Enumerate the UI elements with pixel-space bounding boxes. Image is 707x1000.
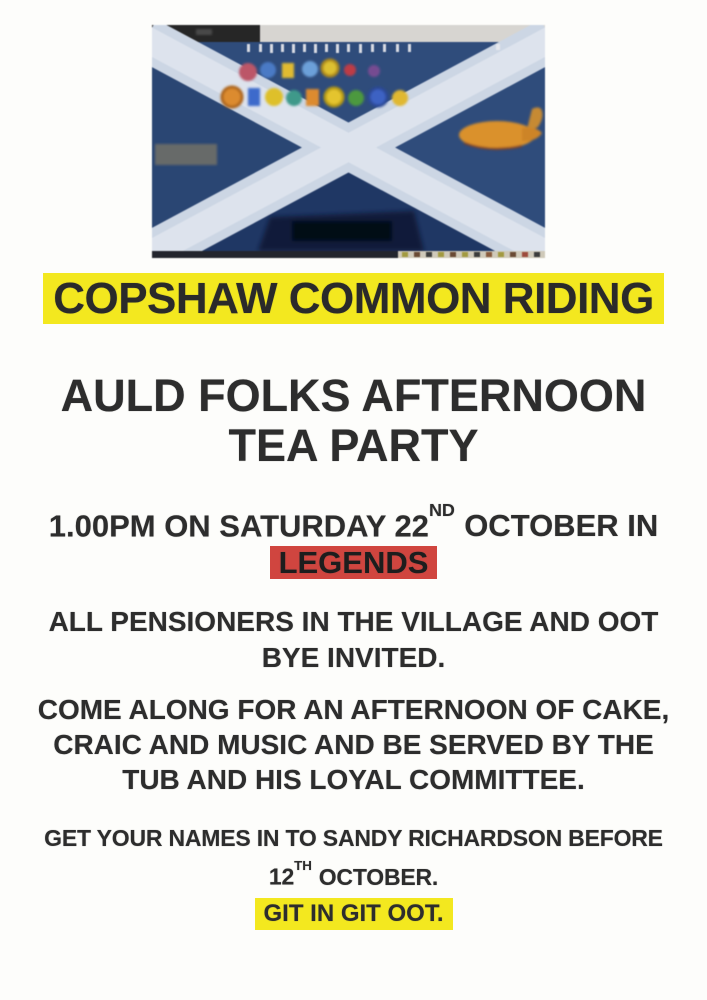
datetime-post: OCTOBER IN: [464, 508, 659, 544]
venue-highlight: [270, 546, 438, 579]
datetime-line: [0, 501, 707, 544]
grey-patch: [155, 144, 217, 165]
saltire-flag-image: [152, 25, 545, 258]
invitees-line-2: BYE INVITED.: [261, 642, 446, 673]
date-ordinal: ND: [428, 500, 455, 521]
event-heading: [0, 371, 707, 471]
details-line-1: COME ALONG FOR AN AFTERNOON OF CAKE,: [37, 694, 670, 725]
rsvp-line-2: [0, 855, 707, 894]
rsvp-day: 12: [268, 863, 295, 890]
details-paragraph: [0, 692, 707, 797]
dark-blob: [258, 211, 424, 251]
rsvp-ordinal: TH: [294, 857, 312, 873]
details-line-2: CRAIC AND MUSIC AND BE SERVED BY THE: [53, 729, 654, 760]
title-row: [0, 273, 707, 324]
invitees-paragraph: [0, 604, 707, 676]
photo-bottom-dark: [152, 251, 398, 258]
heading-line-1: AULD FOLKS AFTERNOON: [60, 370, 647, 421]
details-line-3: TUB AND HIS LOYAL COMMITTEE.: [122, 764, 585, 795]
footer-row: [0, 898, 707, 930]
when-where: [0, 501, 707, 581]
rsvp-line-1: GET YOUR NAMES IN TO SANDY RICHARDSON BEFORE: [44, 825, 663, 851]
title-highlight: [43, 273, 664, 324]
footer-highlight: [255, 898, 453, 930]
venue-name: LEGENDS: [278, 545, 429, 581]
invitees-line-1: ALL PENSIONERS IN THE VILLAGE AND OOT: [48, 606, 659, 637]
heading-line-2: TEA PARTY: [228, 420, 479, 471]
datetime-pre: 1.00PM ON SATURDAY 22: [48, 508, 429, 544]
saltire-flag-photo: [152, 25, 545, 258]
rsvp-rest: OCTOBER.: [318, 863, 439, 890]
page-title: COPSHAW COMMON RIDING: [53, 274, 654, 323]
footer-slogan: GIT IN GIT OOT.: [263, 900, 444, 927]
venue-line: [0, 544, 707, 581]
rsvp-paragraph: [0, 822, 707, 894]
